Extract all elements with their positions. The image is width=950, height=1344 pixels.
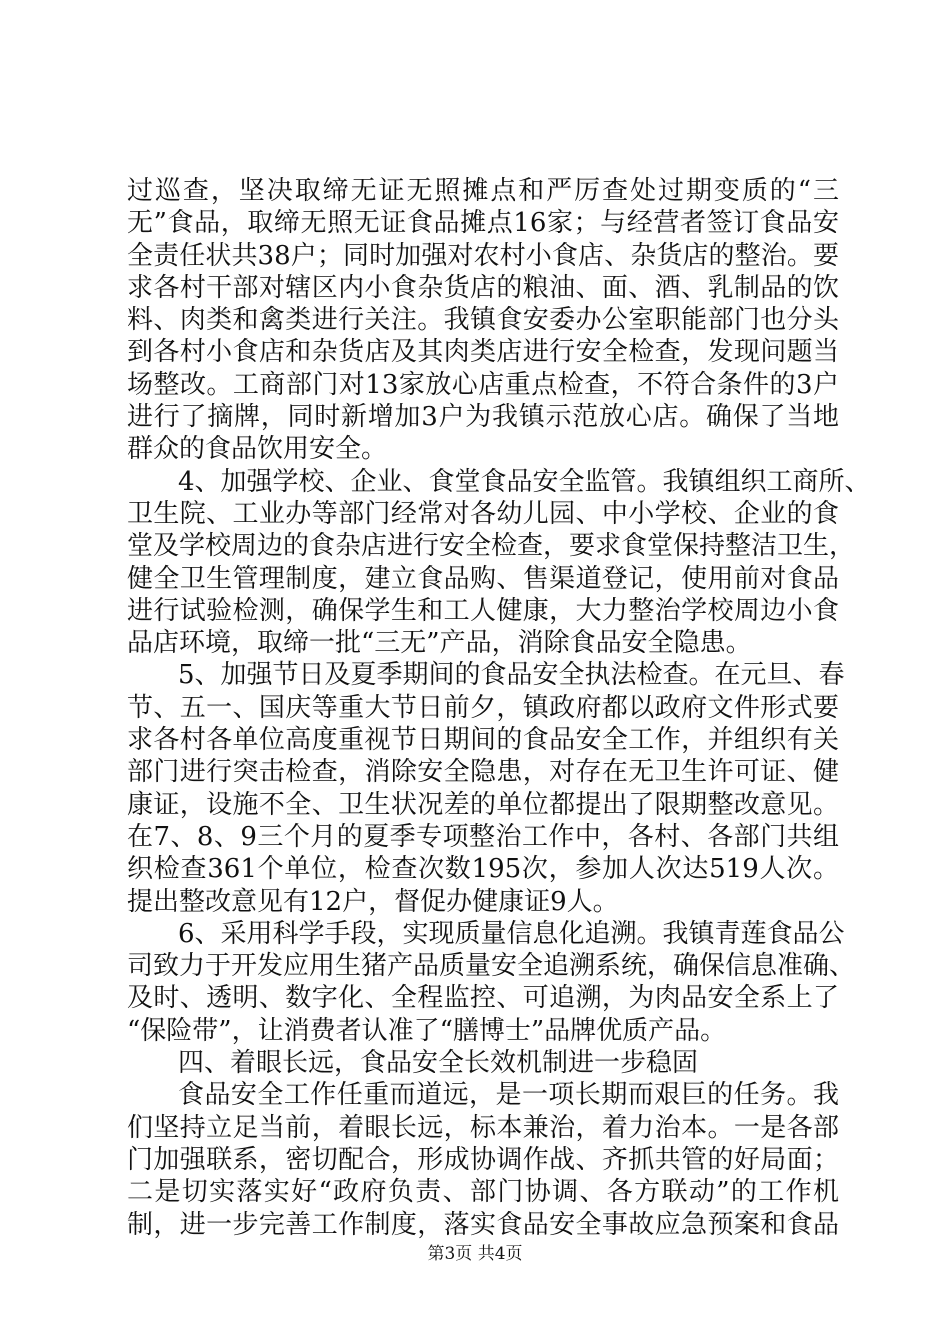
text-line: 部门进行突击检查，消除安全隐患，对存在无卫生许可证、健 — [127, 757, 839, 788]
text-line: 在7、8、9三个月的夏季专项整治工作中，各村、各部门共组 — [127, 821, 839, 852]
text-line: 求各村干部对辖区内小食杂货店的粮油、面、酒、乳制品的饮 — [127, 272, 839, 303]
text-line: 到各村小食店和杂货店及其肉类店进行安全检查，发现问题当 — [127, 337, 839, 368]
text-line: 堂及学校周边的食杂店进行安全检查，要求食堂保持整洁卫生， — [127, 531, 856, 562]
text-line: 们坚持立足当前，着眼长远，标本兼治，着力治本。一是各部 — [127, 1112, 839, 1143]
text-line: 进行了摘牌，同时新增加3户为我镇示范放心店。确保了当地 — [127, 402, 839, 433]
text-line: 求各村各单位高度重视节日期间的食品安全工作，并组织有关 — [127, 725, 839, 756]
text-line: 场整改。工商部门对13家放心店重点检查，不符合条件的3户 — [127, 369, 839, 400]
text-line: 群众的食品饮用安全。 — [127, 434, 388, 465]
text-line: 织检查361个单位，检查次数195次，参加人次达519人次。 — [127, 854, 839, 885]
text-line: 料、肉类和禽类进行关注。我镇食安委办公室职能部门也分头 — [127, 305, 839, 336]
text-line: 过巡查，坚决取缔无证无照摊点和严厉查处过期变质的“三 — [127, 176, 839, 206]
body-text — [127, 175, 871, 1241]
page-number-footer: 第3页 共4页 — [427, 1244, 523, 1264]
text-line: 食品安全工作任重而道远，是一项长期而艰巨的任务。我 — [178, 1080, 839, 1111]
text-line: 健全卫生管理制度，建立食品购、售渠道登记，使用前对食品 — [127, 563, 839, 594]
text-line: 6、采用科学手段，实现质量信息化追溯。我镇青莲食品公 — [178, 918, 845, 949]
text-line: 无”食品，取缔无照无证食品摊点16家；与经营者签订食品安 — [127, 208, 839, 239]
text-line: 二是切实落实好“政府负责、部门协调、各方联动”的工作机 — [127, 1177, 839, 1208]
text-line: 4、加强学校、企业、食堂食品安全监管。我镇组织工商所、 — [178, 466, 871, 497]
section-heading: 四、着眼长远，食品安全长效机制进一步稳固 — [178, 1048, 699, 1079]
text-line: 及时、透明、数字化、全程监控、可追溯，为肉品安全系上了 — [127, 983, 839, 1014]
text-line: 进行试验检测，确保学生和工人健康，大力整治学校周边小食 — [127, 595, 839, 626]
text-line: “保险带”，让消费者认准了“膳博士”品牌优质产品。 — [127, 1015, 727, 1046]
text-line: 全责任状共38户；同时加强对农村小食店、杂货店的整治。要 — [127, 240, 839, 271]
text-line: 门加强联系，密切配合，形成协调作战、齐抓共管的好局面； — [127, 1144, 839, 1175]
text-line: 节、五一、国庆等重大节日前夕，镇政府都以政府文件形式要 — [127, 692, 839, 723]
text-line: 制，进一步完善工作制度，落实食品安全事故应急预案和食品 — [127, 1209, 839, 1240]
text-line: 康证，设施不全、卫生状况差的单位都提出了限期整改意见。 — [127, 789, 839, 820]
text-line: 品店环境，取缔一批“三无”产品，消除食品安全隐患。 — [127, 628, 752, 659]
text-line: 5、加强节日及夏季期间的食品安全执法检查。在元旦、春 — [178, 660, 845, 691]
text-line: 提出整改意见有12户，督促办健康证9人。 — [127, 886, 619, 917]
text-line: 司致力于开发应用生猪产品质量安全追溯系统，确保信息准确、 — [127, 951, 856, 982]
text-line: 卫生院、工业办等部门经常对各幼儿园、中小学校、企业的食 — [127, 498, 839, 529]
